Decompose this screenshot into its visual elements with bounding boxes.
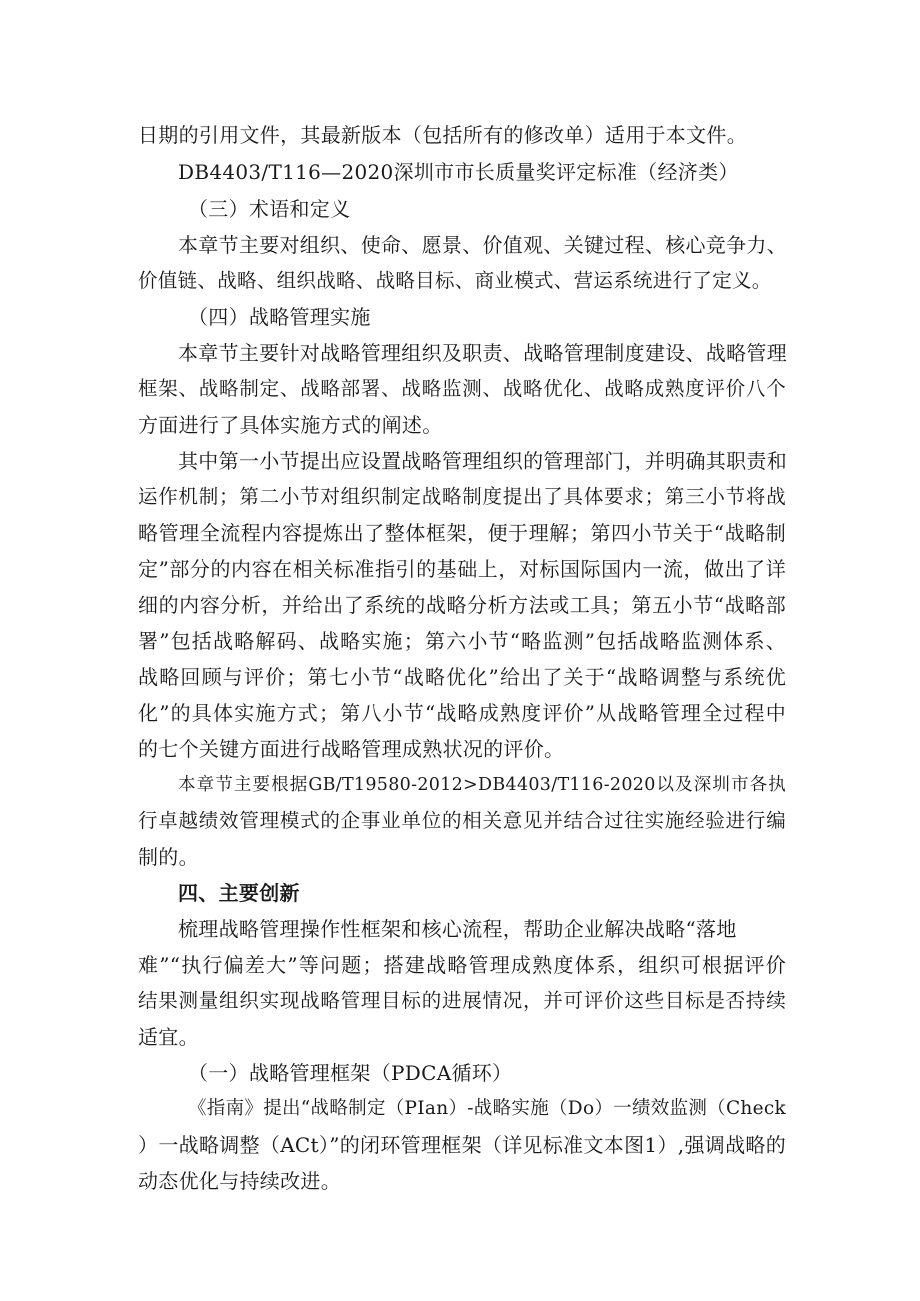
text-line: 结果测量组织实现战略管理目标的进展情况，并可评价这些目标是否持续 xyxy=(138,989,786,1012)
text-line: 框架、战略制定、战略部署、战略监测、战略优化、战略成熟度评价八个 xyxy=(138,377,786,400)
text-line: 制的。 xyxy=(138,845,199,869)
text-line: 运作机制；第二小节对组织制定战略制度提出了具体要求；第三小节将战 xyxy=(138,485,786,508)
text-line: 战略回顾与评价；第七小节“战略优化”给出了关于“战略调整与系统优 xyxy=(138,665,786,689)
text-line: 日期的引用文件，其最新版本（包括所有的修改单）适用于本文件。 xyxy=(138,123,747,147)
text-line: 难”“执行偏差大”等问题；搭建战略管理成熟度体系，组织可根据评价 xyxy=(138,953,786,977)
text-line: 梳理战略管理操作性框架和核心流程，帮助企业解决战略“落地 xyxy=(178,917,737,941)
text-line: 动态优化与持续改进。 xyxy=(138,1169,341,1193)
text-line: 的七个关键方面进行战略管理成熟状况的评价。 xyxy=(138,737,565,761)
reference-line: DB4403/T116—2020深圳市市长质量奖评定标准（经济类） xyxy=(178,160,739,184)
text-line: 本章节主要针对战略管理组织及职责、战略管理制度建设、战略管理 xyxy=(178,341,787,365)
text-line: 略管理全流程内容提炼出了整体框架，便于理解；第四小节关于“战略制 xyxy=(138,521,786,545)
text-line: 本章节主要对组织、使命、愿景、价值观、关键过程、核心竞争力、 xyxy=(178,233,787,257)
text-line: 行卓越绩效管理模式的企事业单位的相关意见并结合过往实施经验进行编 xyxy=(138,809,786,832)
text-line: 本章节主要根据GB/T19580-2012>DB4403/T116-2020以及深圳市各执 xyxy=(178,775,786,795)
text-line: 化”的具体实施方式；第八小节“战略成熟度评价”从战略管理全过程中 xyxy=(138,701,786,725)
section-heading: （四）战略管理实施 xyxy=(188,305,371,329)
text-line: 其中第一小节提出应设置战略管理组织的管理部门，并明确其职责和 xyxy=(178,449,787,473)
text-line: 价值链、战略、组织战略、战略目标、商业模式、营运系统进行了定义。 xyxy=(138,269,772,292)
text-line: 适宜。 xyxy=(138,1025,199,1049)
chapter-heading: 四、主要创新 xyxy=(178,881,300,905)
text-line: 《指南》提出“战略制定（PIan）-战略实施（Do）一绩效监测（Check xyxy=(188,1098,787,1119)
text-line: ）一战略调整（ACt）”的闭环管理框架（详见标准文本图1）,强调战略的 xyxy=(138,1133,786,1157)
text-line: 署”包括战略解码、战略实施；第六小节“略监测”包括战略监测体系、 xyxy=(138,629,786,653)
section-heading: （一）战略管理框架（PDCA循环） xyxy=(188,1061,513,1085)
section-heading: （三）术语和定义 xyxy=(188,197,351,221)
text-line: 定”部分的内容在相关标准指引的基础上，对标国际国内一流，做出了详 xyxy=(138,557,786,581)
text-line: 细的内容分析，并给出了系统的战略分析方法或工具；第五小节“战略部 xyxy=(138,593,786,617)
text-line: 方面进行了具体实施方式的阐述。 xyxy=(138,413,443,437)
